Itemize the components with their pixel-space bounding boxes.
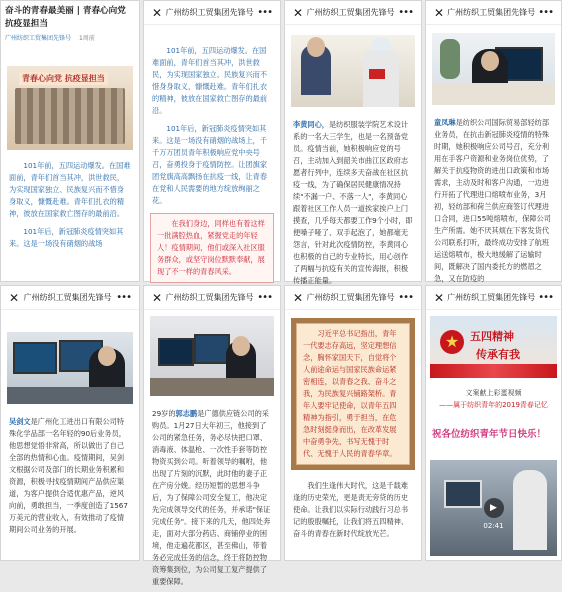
more-icon[interactable]: •••: [116, 292, 131, 303]
video-subtitle: ——属于纺织青年的2019青春记忆: [439, 401, 548, 409]
office-photo: [432, 33, 555, 105]
close-icon[interactable]: ✕: [434, 5, 445, 20]
close-icon[interactable]: ✕: [152, 290, 163, 305]
person-name: 李黄同心，: [293, 120, 329, 129]
more-icon[interactable]: •••: [538, 292, 553, 303]
more-icon[interactable]: •••: [257, 7, 272, 18]
quote-text: 习近平总书记指出，青年一代要志存高远，坚定理想信念，胸怀家国天下，自觉将个人前途命运与国家民族命运紧密相连，以青春之我、奋斗之我，为民族复兴铺路架桥。青年人要牢记使命，以青年五四精神为指引，勇于担当，在危急时刻挺身而出，在改革发展中奋勇争先，书写无愧于时代、无愧于人民的青春华章。: [303, 329, 397, 458]
profile-text: 是广州化工进出口有限公司特殊化学品部一名年轻的90后业务员，他思想觉悟非常高，所以做出了自己全部的热情和心血。疫情期间，吴剑文根据公司及部门的长期业务积累和资源，积极寻找疫情期间产品供应渠道，为客户提供合适优惠产品，逆风向前，勇敢担当，一季度创造了1567万美元的营业收入，有效推动了疫情期间公司业务的开展。: [9, 417, 128, 534]
more-icon[interactable]: •••: [398, 292, 413, 303]
person-name: 吴剑文: [9, 417, 31, 426]
paragraph-1: 101年前，五四运动爆发。在国难面前，青年们首当其冲，洪世救民，为实现国家独立、民族复兴而不惜身身取义，慷慨赴难。青年们扎衣的精神，彼放在国家救亡图存的最前沿。: [152, 46, 268, 115]
account-header: 广州纺织工贸集团先锋号: [306, 8, 395, 17]
profile-text: 是纺织公司国际贸易部轻纺部业务员，在抗击新冠肺炎疫情的特殊时期，她积极响应公司号召，充分利用在手客户资源和业务岗位优势，了解关于抗疫物资的进出口政策和市场需求，主动及时和客户沟通，一边进行开拓了代理进口熔喷布业务，3月初，轻纺部和荷兰供应商签订代理进口合同，进口55吨熔喷布，保障公司生产所需。她不厌其烦在下客发货代公司联系打听，最终成功安排了航班运送熔喷布，极大地缓解了运输时间，既解决了国内委托方的燃眉之急，又在防疫的: [434, 118, 551, 283]
account-header: 广州纺织工贸集团先锋号: [447, 8, 536, 17]
profile-text: 是纺织服装学院艺术设计系的一名大三学生，也是一名预备党员。疫情当前，她积极响应党的号召，主动加入到韶关市曲江区政府志愿者行列中，连续多天奋战在社区抗疫一线，为了确保居民健康情况持续"不漏一户、不落一人"，李黄同心跟着社区工作人员一道挨家挨户上门摸查，几乎每天都要工作9个小时，即便嗓子哑了、双手起泡了，她都毫无怨言，针对此次疫情防控，李黄同心也积极的自己的专业特长，用心创作了两幅与抗疫有关的宣传海报，积极传播正能量。: [293, 120, 413, 285]
may-fourth-banner: [430, 316, 557, 378]
more-icon[interactable]: •••: [257, 292, 272, 303]
person-name: 童凤琳: [434, 118, 456, 127]
play-button[interactable]: ▶: [484, 498, 504, 518]
more-icon[interactable]: •••: [538, 7, 553, 18]
office-desk-photo: [150, 316, 274, 396]
account-header: 广州纺织工贸集团先锋号: [306, 293, 395, 302]
more-icon[interactable]: •••: [398, 7, 413, 18]
volunteer-photo: [291, 35, 415, 107]
close-icon[interactable]: ✕: [152, 5, 163, 20]
account-header: 广州纺织工贸集团先锋号: [447, 293, 536, 302]
badge-line-2: 传承有我: [476, 348, 520, 361]
profile-text: 是广德供应链公司的采购员。1月27日大年初三，他接到了公司的紧急任务，务必尽快把口罩、消毒液、体温枪、一次性手套等防控物资买到公司。听着领导的嘱咐，他出现了片刻的沉默，此时他的妻子正在产房分娩。经历短暂的思想斗争后，为了保障公司安全复工，他决定先完成领导交代的任务，并承诺"保证完成任务"。接下来的几天，他四处奔走，面对大部分药店、商铺停业的困境，他走遍花都区，甚至佛山，带着务必完成任务的信念，终于将防控物资筹集到位，为公司复工复产提供了重要保障。: [152, 409, 271, 586]
post-time: 1周前: [79, 35, 95, 42]
screenshot-panel-8: [425, 285, 562, 561]
paragraph-2: 101年后，新冠肺炎疫情突如其来。这是一场没有硝烟的战场上，千千万万团员青年积极响应党中央号召，奋勇投身于疫情防控。让团旗家团党旗高高飘扬在抗疫一线，让青春在党和人民需要的地方绽放绚丽之花。: [152, 124, 268, 205]
screenshot-panel-5: [0, 285, 140, 561]
relief-image: [15, 88, 125, 144]
paragraph-3: 在我们身边，同样也有着这样一批满腔热血，紧握党走的年轻人！疫情期间，他们或深入社区服务群众，或坚守岗位默默奉献，展现了不一样的青春风采。: [157, 219, 265, 276]
account-header: 广州纺织工贸集团先锋号: [165, 8, 254, 17]
screenshot-panel-7: [284, 285, 422, 561]
star-icon: ★: [440, 330, 464, 354]
closing-text: 我们生逢伟大时代，这是千载难逢的历史荣光，更是责无旁贷的历史使命。让我们以实际行动践行习总书记的殷殷嘱托，让我们将五四精神、奋斗的青春在新时代绽放光芒。: [293, 481, 409, 538]
screenshot-panel-4: [425, 0, 562, 282]
close-icon[interactable]: ✕: [9, 290, 20, 305]
account-link[interactable]: 广州纺织工贸集团先锋号: [5, 35, 72, 42]
close-icon[interactable]: ✕: [434, 290, 445, 305]
video-player[interactable]: [430, 460, 557, 556]
screenshot-panel-3: [284, 0, 422, 285]
paragraph-2: 101年后，新冠肺炎疫情突如其来。这是一场没有硝烟的战场: [9, 227, 124, 248]
person-name: 郭志鹏: [175, 409, 198, 418]
account-header: 广州纺织工贸集团先锋号: [23, 293, 112, 302]
screenshot-panel-6: [143, 285, 281, 586]
paragraph-1: 101年前，五四运动爆发。在国难面前，青年们首当其冲，洪世救民，为实现国家独立、民族复兴而不惜身身取义，慷慨赴难。青年们扎衣的精神，彼放在国家救亡图存的最前沿。: [9, 161, 131, 218]
close-icon[interactable]: ✕: [293, 5, 304, 20]
lead-text: 29岁的: [152, 409, 176, 418]
greeting: 祝各位纺织青年节日快乐！: [432, 429, 547, 440]
screenshot-panel-2: [143, 0, 281, 282]
video-offer: 文案献上彩蛋视频: [465, 389, 522, 397]
video-duration: 02:41: [483, 522, 504, 530]
banner: [7, 66, 133, 150]
banner-title: 青春心向党 抗疫显担当: [19, 72, 108, 85]
quote-scroll: [291, 318, 415, 470]
article-title: 奋斗的青春最美丽 | 青春心向党 抗疫显担当: [5, 6, 126, 29]
badge-line-1: 五四精神: [470, 330, 514, 343]
account-header: 广州纺织工贸集团先锋号: [165, 293, 254, 302]
close-icon[interactable]: ✕: [293, 290, 304, 305]
workstation-photo: [7, 332, 133, 404]
screenshot-panel-1: [0, 0, 140, 282]
